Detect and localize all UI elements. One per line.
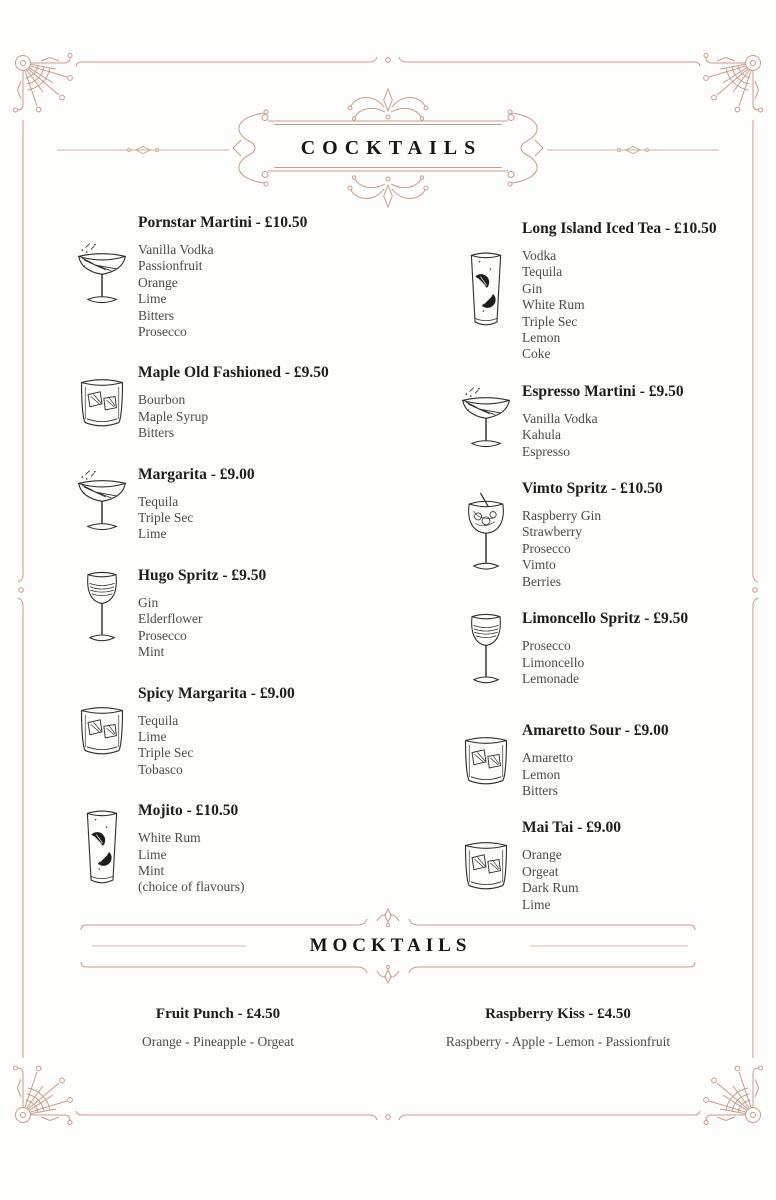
item-ingredient: Tequila	[522, 264, 563, 280]
item-ingredient: Maple Syrup	[138, 408, 209, 424]
menu-item	[458, 722, 774, 799]
item-glass-illustration	[458, 722, 514, 799]
item-title: Margarita - £9.00	[138, 465, 255, 483]
item-ingredient: Gin	[522, 280, 543, 296]
cocktails-column-left	[74, 214, 390, 920]
item-title: Maple Old Fashioned - £9.50	[138, 364, 329, 382]
item-ingredient: Triple Sec	[138, 745, 194, 761]
item-ingredient: Lime	[138, 526, 167, 542]
menu-item	[458, 819, 774, 913]
item-ingredient: Limoncello	[522, 654, 585, 670]
wine-glass-icon	[465, 610, 507, 702]
rocks-glass-icon	[459, 734, 513, 788]
item-glass-illustration	[74, 802, 130, 896]
item-ingredient: Prosecco	[138, 324, 187, 340]
item-ingredients	[522, 508, 774, 590]
item-ingredient: Gin	[138, 594, 159, 610]
item-ingredient: Vodka	[522, 248, 557, 263]
item-glass-illustration	[458, 819, 514, 913]
menu-item	[74, 466, 390, 543]
mocktail-title: Fruit Punch - £4.50	[155, 1006, 281, 1022]
highball-glass-icon	[81, 808, 123, 890]
menu-item	[74, 214, 390, 340]
item-ingredients	[138, 595, 390, 661]
item-ingredient: Elderflower	[138, 611, 203, 627]
item-title: Mojito - £10.50	[138, 802, 239, 820]
item-ingredient: Lime	[138, 846, 167, 862]
item-ingredient: Amaretto	[522, 750, 573, 766]
item-ingredients	[522, 750, 774, 799]
corner-sunburst-icon	[704, 1066, 763, 1125]
item-ingredient: Triple Sec	[138, 510, 194, 526]
item-glass-illustration	[458, 480, 514, 590]
mocktail-item	[398, 1006, 718, 1050]
coupe-glass-icon	[75, 469, 129, 539]
item-ingredient: Lime	[138, 291, 167, 307]
mocktail-item	[58, 1006, 378, 1050]
coupe-glass-icon	[75, 242, 129, 312]
mocktail-ingredients: Raspberry - Apple - Lemon - Passionfruit	[445, 1034, 671, 1049]
item-ingredients	[138, 494, 390, 543]
item-ingredient: Prosecco	[522, 540, 571, 556]
item-title: Mai Tai - £9.00	[522, 819, 622, 837]
mocktails-section-title: MOCKTAILS	[309, 935, 472, 956]
item-ingredient: Lemonade	[522, 670, 579, 686]
item-title: Espresso Martini - £9.50	[522, 382, 684, 400]
item-ingredient: Lemon	[522, 766, 561, 782]
item-glass-illustration	[74, 466, 130, 543]
item-ingredient: Espresso	[522, 443, 570, 459]
item-ingredient: Tequila	[138, 493, 179, 509]
corner-sunburst-icon	[14, 1066, 73, 1125]
item-ingredient: Tequila	[138, 712, 179, 728]
item-ingredients	[522, 248, 774, 363]
item-ingredient: Dark Rum	[522, 880, 579, 896]
item-glass-illustration	[74, 214, 130, 340]
item-ingredient: Lime	[522, 896, 551, 912]
item-ingredient: Mint	[138, 862, 165, 878]
item-ingredient: White Rum	[138, 830, 201, 846]
item-title: Vimto Spritz - £10.50	[522, 480, 663, 498]
coupe-glass-icon	[459, 386, 513, 456]
item-ingredient: Bitters	[138, 307, 174, 323]
mocktail-ingredients: Orange - Pineapple - Orgeat	[142, 1034, 294, 1049]
item-ingredient: Raspberry Gin	[522, 508, 602, 524]
menu-item	[74, 685, 390, 779]
item-ingredient: Bourbon	[138, 392, 186, 408]
wine-glass-icon	[81, 568, 123, 660]
item-ingredient: Triple Sec	[522, 313, 578, 329]
item-glass-illustration	[74, 685, 130, 779]
item-title: Amaretto Sour - £9.00	[522, 722, 669, 740]
item-ingredients	[138, 392, 390, 441]
item-ingredient: Orange	[138, 274, 178, 290]
highball-glass-icon	[465, 250, 507, 332]
item-title: Spicy Margarita - £9.00	[138, 684, 295, 702]
item-ingredient: Tobasco	[138, 761, 183, 777]
rocks-glass-icon	[75, 704, 129, 758]
item-ingredient: Passionfruit	[138, 258, 203, 274]
item-glass-illustration	[74, 364, 130, 441]
menu-item	[458, 610, 774, 702]
item-title: Hugo Spritz - £9.50	[138, 566, 267, 584]
item-ingredient: Vanilla Vodka	[138, 242, 214, 257]
item-glass-illustration	[458, 610, 514, 702]
item-ingredient: Mint	[138, 644, 165, 660]
item-ingredient: Coke	[522, 346, 551, 362]
rocks-glass-icon	[459, 839, 513, 893]
item-ingredients	[138, 830, 390, 896]
item-ingredient: Orange	[522, 847, 562, 863]
item-title: Limoncello Spritz - £9.50	[522, 610, 689, 628]
item-ingredient: Strawberry	[522, 524, 582, 540]
cocktails-column-right	[458, 220, 774, 933]
item-ingredient: Prosecco	[138, 627, 187, 643]
item-glass-illustration	[74, 567, 130, 661]
item-ingredient: Bitters	[522, 782, 558, 798]
rocks-glass-icon	[75, 376, 129, 430]
menu-item	[74, 364, 390, 441]
item-ingredients	[522, 847, 774, 913]
item-ingredient: (choice of flavours)	[138, 879, 245, 895]
item-ingredient: Lime	[138, 728, 167, 744]
corner-sunburst-icon	[704, 54, 763, 113]
item-ingredient: Prosecco	[522, 638, 571, 654]
item-ingredient: Kahula	[522, 427, 561, 443]
item-ingredient: Vimto	[522, 557, 556, 573]
item-ingredient: Lemon	[522, 330, 561, 346]
item-title: Long Island Iced Tea - £10.50	[522, 220, 717, 237]
item-ingredient: Berries	[522, 573, 561, 589]
menu-item	[458, 383, 774, 460]
copa-glass-icon	[463, 489, 509, 581]
item-title: Pornstar Martini - £10.50	[138, 214, 308, 231]
item-glass-illustration	[458, 220, 514, 363]
item-ingredients	[138, 242, 390, 340]
item-glass-illustration	[458, 383, 514, 460]
item-ingredient: Vanilla Vodka	[522, 410, 598, 426]
menu-item	[458, 480, 774, 590]
item-ingredient: White Rum	[522, 297, 585, 313]
item-ingredients	[522, 638, 774, 687]
item-ingredient: Orgeat	[522, 863, 559, 879]
corner-sunburst-icon	[14, 54, 73, 113]
item-ingredients	[138, 713, 390, 779]
mocktail-title: Raspberry Kiss - £4.50	[485, 1006, 631, 1022]
item-ingredients	[522, 411, 774, 460]
menu-item	[74, 802, 390, 896]
item-ingredient: Bitters	[138, 425, 174, 441]
cocktails-section-title: COCKTAILS	[300, 137, 483, 159]
menu-item	[458, 220, 774, 363]
menu-item	[74, 567, 390, 661]
